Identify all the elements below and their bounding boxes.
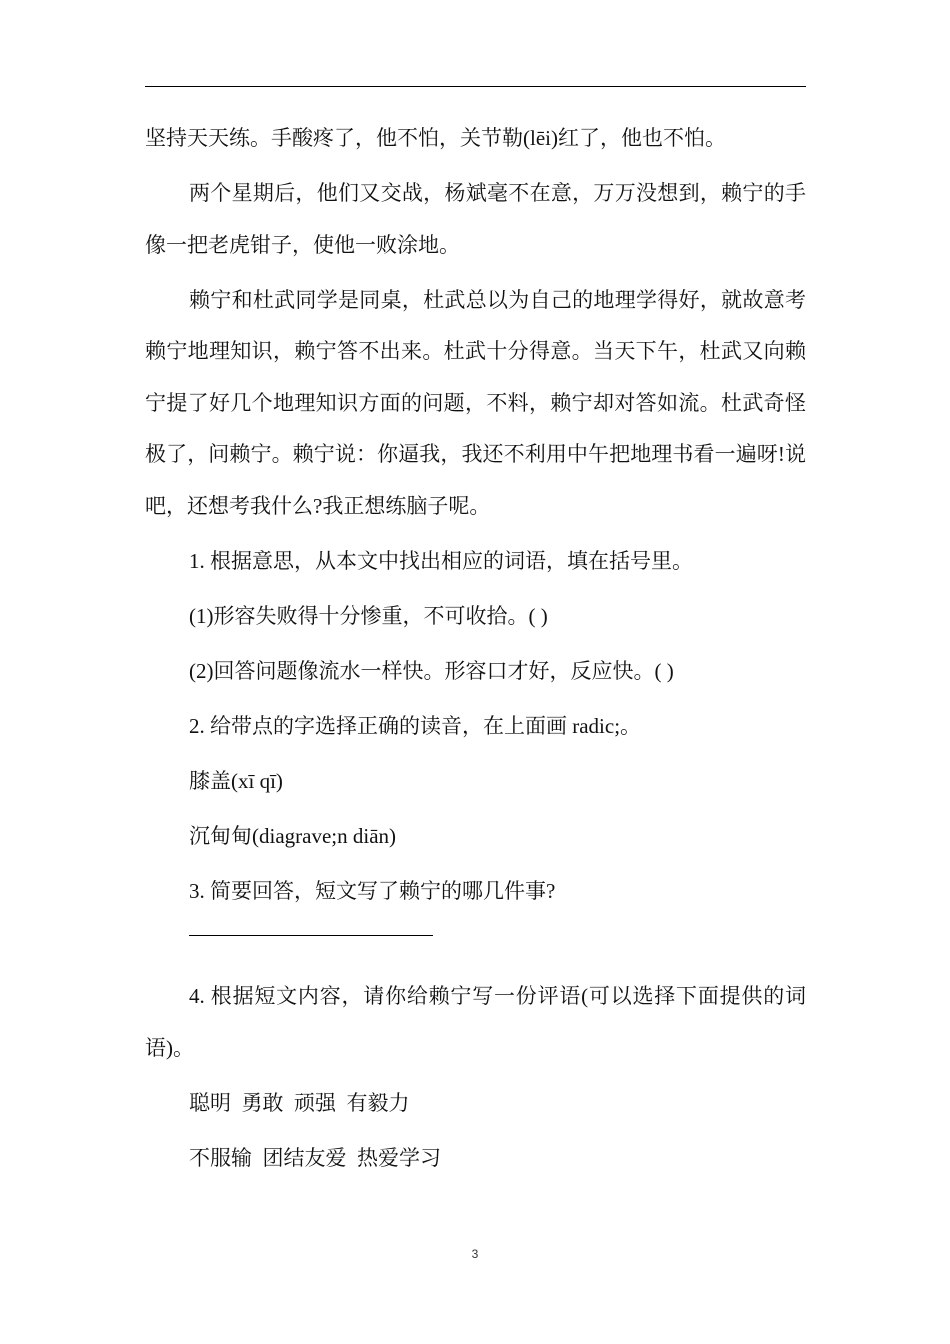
paragraph-battle: 两个星期后，他们又交战，杨斌毫不在意，万万没想到，赖宁的手像一把老虎钳子，使他一败涂地。 [145, 181, 806, 257]
page-number: 3 [471, 1247, 479, 1261]
question-4: 4. 根据短文内容，请你给赖宁写一份评语(可以选择下面提供的词语)。 [145, 984, 806, 1060]
header-rule [145, 86, 806, 87]
question-2: 2. 给带点的字选择正确的读音，在上面画 radic;。 [189, 713, 642, 738]
question-3: 3. 简要回答，短文写了赖宁的哪几件事? [189, 878, 556, 903]
word-options-line-1: 聪明 勇敢 顽强 有毅力 [189, 1090, 410, 1115]
question-2-item-2: 沉甸甸(diagrave;n diān) [189, 823, 397, 848]
answer-blank-line [189, 935, 433, 936]
paragraph-continuation: 坚持天天练。手酸疼了，他不怕，关节勒(lēi)红了，他也不怕。 [145, 126, 726, 150]
question-2-item-1: 膝盖(xī qī) [189, 768, 283, 793]
document-body [145, 113, 806, 1188]
paragraph-geography: 赖宁和杜武同学是同桌，杜武总以为自己的地理学得好，就故意考赖宁地理知识，赖宁答不出来。杜武十分得意。当天下午，杜武又向赖宁提了好几个地理知识方面的问题，不料，赖宁却对答如流。杜武奇怪极了，问赖宁。赖宁说：你逼我，我还不利用中午把地理书看一遍呀!说吧，还想考我什么?我正想练脑子呢。 [145, 287, 806, 518]
question-1-item-1: (1)形容失败得十分惨重，不可收拾。( ) [189, 603, 548, 628]
question-1: 1. 根据意思，从本文中找出相应的词语，填在括号里。 [189, 548, 693, 573]
question-1-item-2: (2)回答问题像流水一样快。形容口才好，反应快。( ) [189, 658, 674, 683]
word-options-line-2: 不服输 团结友爱 热爱学习 [189, 1145, 441, 1170]
